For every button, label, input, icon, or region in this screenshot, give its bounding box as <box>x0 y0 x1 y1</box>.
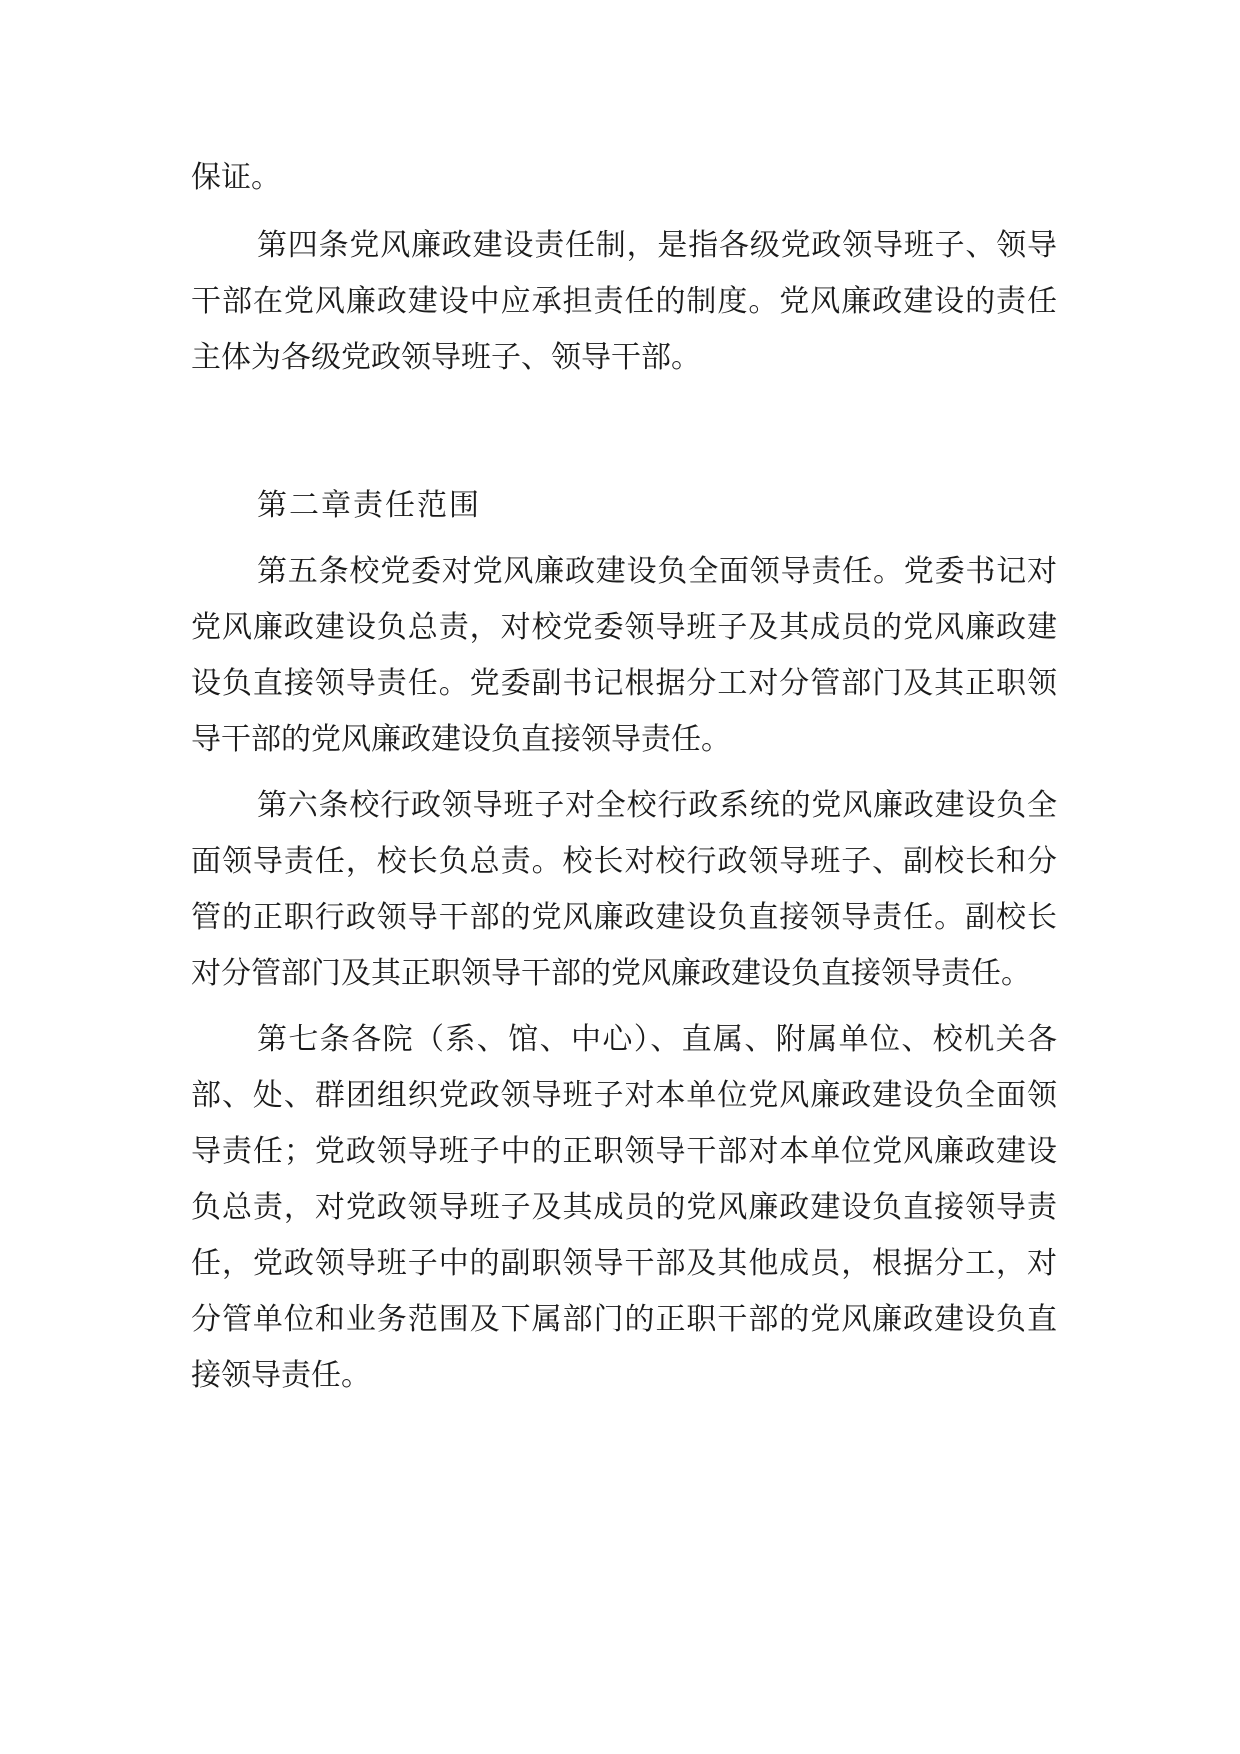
chapter-heading: 第二章责任范围 <box>257 488 481 523</box>
article-5-paragraph: 第五条校党委对党风廉政建设负全面领导责任。党委书记对党风廉政建设负总责，对校党委领导班子及其成员的党风廉政建设负直接领导责任。党委副书记根据分工对分管部门及其正职领导干部的党风廉政建设负直接领导责任。 <box>191 554 1057 757</box>
document-body <box>191 150 1057 1404</box>
article-7-paragraph: 第七条各院（系、馆、中心）、直属、附属单位、校机关各部、处、群团组织党政领导班子对本单位党风廉政建设负全面领导责任；党政领导班子中的正职领导干部对本单位党风廉政建设负总责，对党政领导班子及其成员的党风廉政建设负直接领导责任，党政领导班子中的副职领导干部及其他成员，根据分工，对分管单位和业务范围及下属部门的正职干部的党风廉政建设负直接领导责任。 <box>191 1022 1057 1393</box>
article-6-paragraph: 第六条校行政领导班子对全校行政系统的党风廉政建设负全面领导责任，校长负总责。校长对校行政领导班子、副校长和分管的正职行政领导干部的党风廉政建设负直接领导责任。副校长对分管部门及其正职领导干部的党风廉政建设负直接领导责任。 <box>191 788 1057 991</box>
paragraph-continuation: 保证。 <box>191 160 281 195</box>
article-4-paragraph: 第四条党风廉政建设责任制，是指各级党政领导班子、领导干部在党风廉政建设中应承担责任的制度。党风廉政建设的责任主体为各级党政领导班子、领导干部。 <box>191 228 1057 375</box>
